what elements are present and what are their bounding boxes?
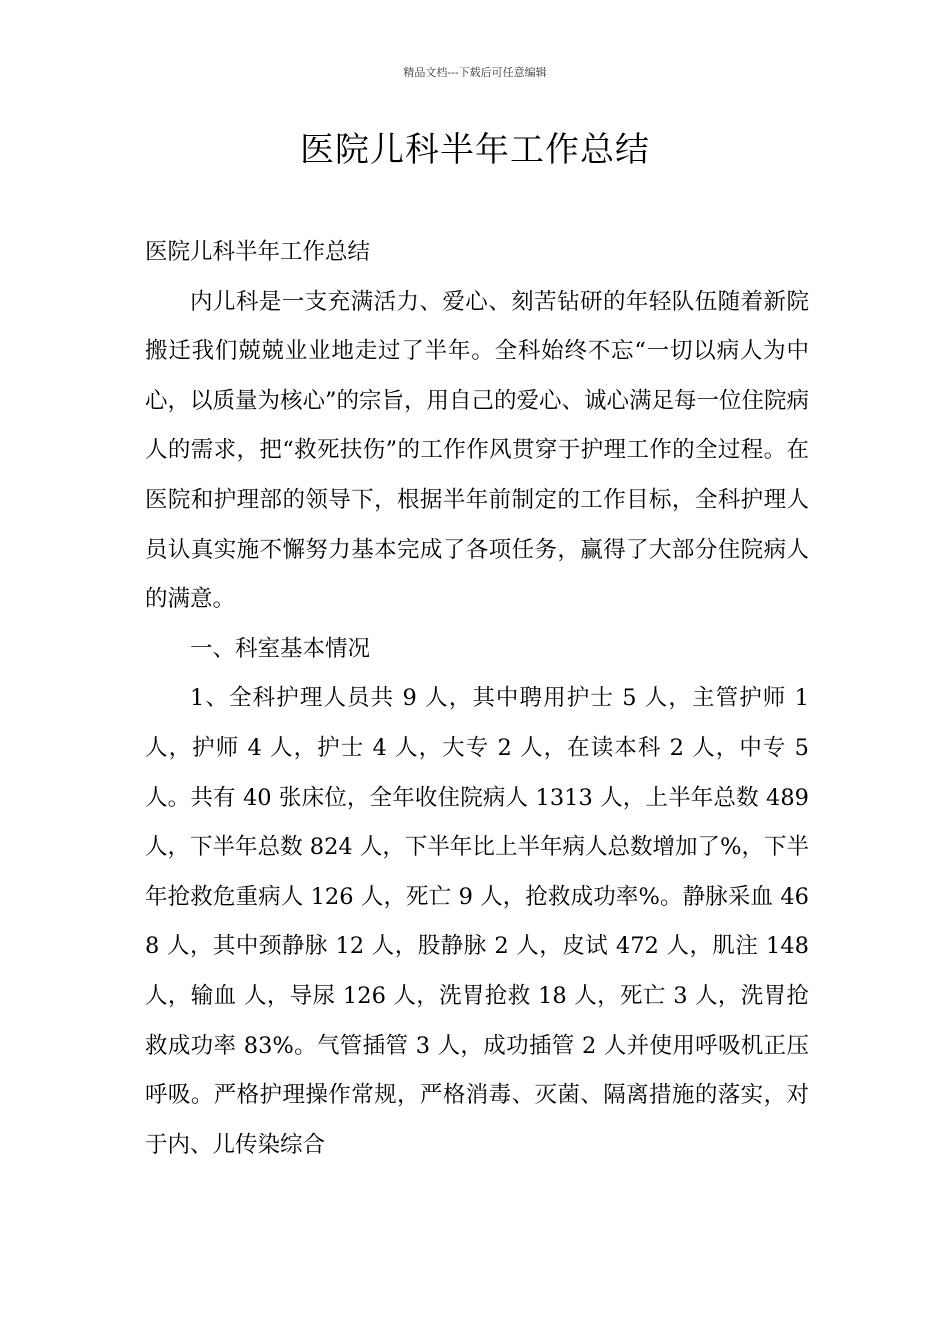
paragraph-intro: 内儿科是一支充满活力、爱心、刻苦钻研的年轻队伍随着新院搬迁我们兢兢业业地走过了半年。全科始终不忘“一切以病人为中心，以质量为核心”的宗旨，用自己的爱心、诚心满足每一位住院病人的需求，把“救死扶伤”的工作作风贯穿于护理工作的全过程。在医院和护理部的领导下，根据半年前制定的工作目标，全科护理人员认真实施不懈努力基本完成了各项任务，赢得了大部分住院病人的满意。	[145, 288, 810, 613]
header-note: 精品文档---下载后可任意编辑	[403, 66, 547, 79]
paragraph-details: 1、全科护理人员共 9 人，其中聘用护士 5 人，主管护师 1 人，护师 4 人，护士 4 人，大专 2 人，在读本科 2 人，中专 5 人。共有 40 张床位，全年收住院病人 1313 人，上半年总数 489 人，下半年总数 824 人，下半年比上半年病人总数增加了%，下半年抢救危重病人 126 人，死亡 9 人，抢救成功率%。静脉采血 468 人，其中颈静脉 12 人，股静脉 2 人，皮试 472 人，肌注 148 人，输血 人，导尿 126 人，洗胃抢救 18 人，死亡 3 人，洗胃抢救成功率 83%。气管插管 3 人，成功插管 2 人并使用呼吸机正压呼吸。严格护理操作常规，严格消毒、灭菌、隔离措施的落实，对于内、儿传染综合	[145, 685, 809, 1158]
section-heading: 一、科室基本情况	[190, 635, 371, 662]
document-body	[145, 228, 809, 1170]
document-title: 医院儿科半年工作总结	[300, 130, 650, 170]
paragraph-subtitle: 医院儿科半年工作总结	[145, 239, 371, 265]
